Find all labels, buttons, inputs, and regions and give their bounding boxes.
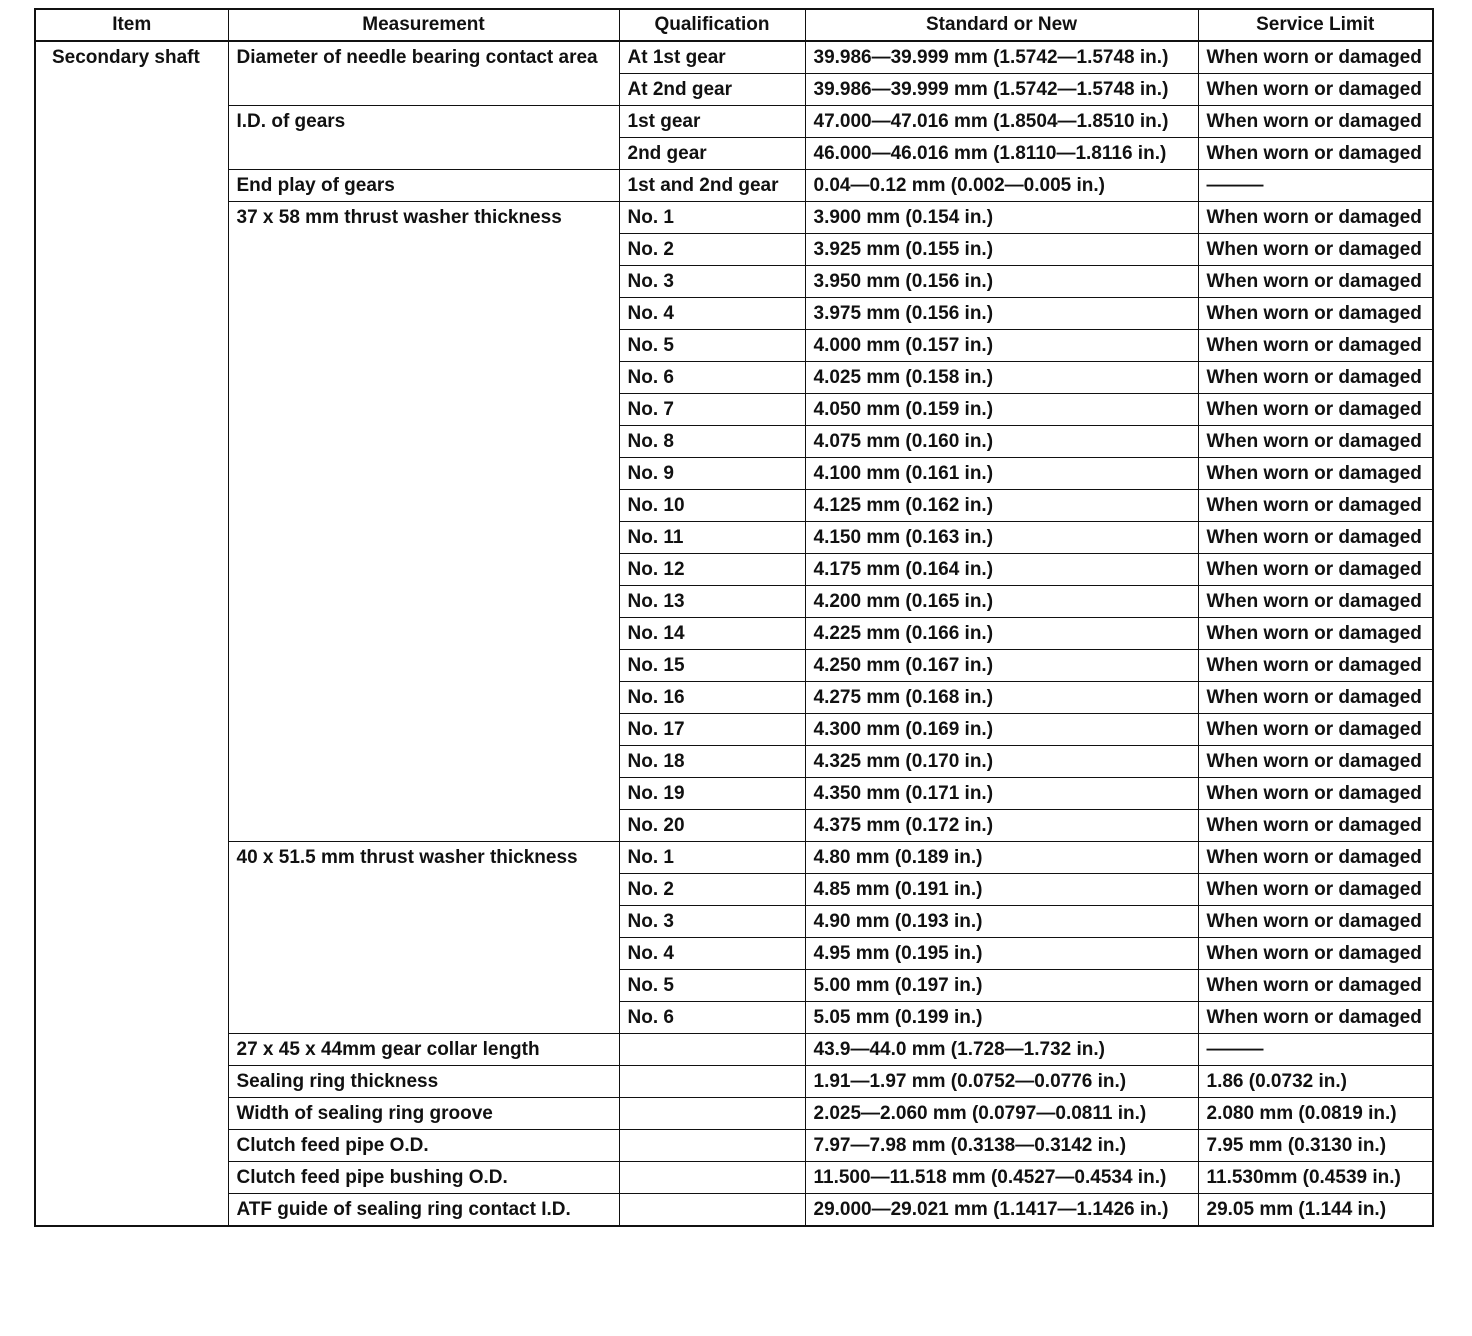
service-limit-cell: When worn or damaged: [1198, 202, 1433, 234]
standard-cell: 4.225 mm (0.166 in.): [805, 618, 1198, 650]
qualification-cell: No. 16: [619, 682, 805, 714]
qualification-cell: No. 12: [619, 554, 805, 586]
standard-cell: 5.00 mm (0.197 in.): [805, 970, 1198, 1002]
standard-cell: 1.91—1.97 mm (0.0752—0.0776 in.): [805, 1066, 1198, 1098]
qualification-cell: At 2nd gear: [619, 74, 805, 106]
standard-cell: 4.075 mm (0.160 in.): [805, 426, 1198, 458]
standard-cell: 4.025 mm (0.158 in.): [805, 362, 1198, 394]
service-limit-cell: When worn or damaged: [1198, 1002, 1433, 1034]
service-limit-cell: When worn or damaged: [1198, 266, 1433, 298]
service-limit-cell: When worn or damaged: [1198, 298, 1433, 330]
standard-cell: 4.275 mm (0.168 in.): [805, 682, 1198, 714]
standard-cell: 5.05 mm (0.199 in.): [805, 1002, 1198, 1034]
standard-cell: 3.975 mm (0.156 in.): [805, 298, 1198, 330]
standard-cell: 4.325 mm (0.170 in.): [805, 746, 1198, 778]
measurement-cell: Width of sealing ring groove: [228, 1098, 619, 1130]
standard-cell: 39.986—39.999 mm (1.5742—1.5748 in.): [805, 41, 1198, 74]
standard-cell: 4.150 mm (0.163 in.): [805, 522, 1198, 554]
service-limit-cell: When worn or damaged: [1198, 41, 1433, 74]
service-limit-cell: When worn or damaged: [1198, 490, 1433, 522]
service-limit-cell: 11.530mm (0.4539 in.): [1198, 1162, 1433, 1194]
service-limit-cell: When worn or damaged: [1198, 650, 1433, 682]
service-limit-cell: When worn or damaged: [1198, 330, 1433, 362]
header-row: [35, 9, 1433, 41]
qualification-cell: No. 1: [619, 842, 805, 874]
qualification-cell: No. 3: [619, 266, 805, 298]
service-limit-cell: When worn or damaged: [1198, 234, 1433, 266]
standard-cell: 4.375 mm (0.172 in.): [805, 810, 1198, 842]
measurement-cell: Sealing ring thickness: [228, 1066, 619, 1098]
qualification-cell: No. 8: [619, 426, 805, 458]
service-limit-cell: When worn or damaged: [1198, 362, 1433, 394]
measurement-cell: I.D. of gears: [228, 106, 619, 170]
header-qualification: Qualification: [619, 9, 805, 41]
service-limit-cell: ———: [1198, 1034, 1433, 1066]
qualification-cell: [619, 1162, 805, 1194]
measurement-cell: Clutch feed pipe bushing O.D.: [228, 1162, 619, 1194]
standard-cell: 3.950 mm (0.156 in.): [805, 266, 1198, 298]
service-limit-cell: When worn or damaged: [1198, 74, 1433, 106]
header-service-limit: Service Limit: [1198, 9, 1433, 41]
standard-cell: 43.9—44.0 mm (1.728—1.732 in.): [805, 1034, 1198, 1066]
table-row: [35, 842, 1433, 874]
standard-cell: 39.986—39.999 mm (1.5742—1.5748 in.): [805, 74, 1198, 106]
service-limit-cell: When worn or damaged: [1198, 426, 1433, 458]
service-limit-cell: When worn or damaged: [1198, 458, 1433, 490]
table-row: [35, 1098, 1433, 1130]
service-limit-cell: When worn or damaged: [1198, 746, 1433, 778]
standard-cell: 4.000 mm (0.157 in.): [805, 330, 1198, 362]
standard-cell: 4.350 mm (0.171 in.): [805, 778, 1198, 810]
standard-cell: 7.97—7.98 mm (0.3138—0.3142 in.): [805, 1130, 1198, 1162]
service-limit-cell: 7.95 mm (0.3130 in.): [1198, 1130, 1433, 1162]
standard-cell: 4.250 mm (0.167 in.): [805, 650, 1198, 682]
standard-cell: 4.100 mm (0.161 in.): [805, 458, 1198, 490]
table-row: [35, 202, 1433, 234]
service-limit-cell: When worn or damaged: [1198, 106, 1433, 138]
service-limit-cell: When worn or damaged: [1198, 906, 1433, 938]
measurement-cell: Clutch feed pipe O.D.: [228, 1130, 619, 1162]
qualification-cell: No. 4: [619, 298, 805, 330]
header-standard: Standard or New: [805, 9, 1198, 41]
standard-cell: 4.200 mm (0.165 in.): [805, 586, 1198, 618]
qualification-cell: No. 17: [619, 714, 805, 746]
qualification-cell: No. 1: [619, 202, 805, 234]
qualification-cell: No. 13: [619, 586, 805, 618]
service-limit-cell: When worn or damaged: [1198, 522, 1433, 554]
qualification-cell: [619, 1098, 805, 1130]
standard-cell: 4.85 mm (0.191 in.): [805, 874, 1198, 906]
qualification-cell: No. 7: [619, 394, 805, 426]
qualification-cell: No. 19: [619, 778, 805, 810]
service-limit-cell: When worn or damaged: [1198, 394, 1433, 426]
service-limit-cell: When worn or damaged: [1198, 554, 1433, 586]
qualification-cell: No. 15: [619, 650, 805, 682]
service-limit-cell: When worn or damaged: [1198, 874, 1433, 906]
qualification-cell: [619, 1066, 805, 1098]
table-row: [35, 1194, 1433, 1227]
qualification-cell: No. 18: [619, 746, 805, 778]
standard-cell: 47.000—47.016 mm (1.8504—1.8510 in.): [805, 106, 1198, 138]
qualification-cell: No. 6: [619, 1002, 805, 1034]
qualification-cell: No. 20: [619, 810, 805, 842]
standard-cell: 4.175 mm (0.164 in.): [805, 554, 1198, 586]
standard-cell: 4.80 mm (0.189 in.): [805, 842, 1198, 874]
qualification-cell: [619, 1130, 805, 1162]
table-row: [35, 1130, 1433, 1162]
standard-cell: 29.000—29.021 mm (1.1417—1.1426 in.): [805, 1194, 1198, 1227]
service-limit-cell: When worn or damaged: [1198, 586, 1433, 618]
service-limit-cell: When worn or damaged: [1198, 810, 1433, 842]
service-limit-cell: When worn or damaged: [1198, 778, 1433, 810]
service-limit-cell: 29.05 mm (1.144 in.): [1198, 1194, 1433, 1227]
measurement-cell: 37 x 58 mm thrust washer thickness: [228, 202, 619, 842]
measurement-cell: Diameter of needle bearing contact area: [228, 41, 619, 106]
qualification-cell: No. 10: [619, 490, 805, 522]
standard-cell: 2.025—2.060 mm (0.0797—0.0811 in.): [805, 1098, 1198, 1130]
qualification-cell: At 1st gear: [619, 41, 805, 74]
standard-cell: 4.90 mm (0.193 in.): [805, 906, 1198, 938]
table-row: [35, 1034, 1433, 1066]
qualification-cell: No. 2: [619, 234, 805, 266]
service-limit-cell: 1.86 (0.0732 in.): [1198, 1066, 1433, 1098]
qualification-cell: No. 14: [619, 618, 805, 650]
qualification-cell: No. 3: [619, 906, 805, 938]
standard-cell: 3.900 mm (0.154 in.): [805, 202, 1198, 234]
standard-cell: 46.000—46.016 mm (1.8110—1.8116 in.): [805, 138, 1198, 170]
qualification-cell: [619, 1034, 805, 1066]
standard-cell: 4.300 mm (0.169 in.): [805, 714, 1198, 746]
qualification-cell: No. 11: [619, 522, 805, 554]
service-limit-cell: When worn or damaged: [1198, 842, 1433, 874]
qualification-cell: No. 2: [619, 874, 805, 906]
standard-cell: 4.050 mm (0.159 in.): [805, 394, 1198, 426]
standard-cell: 4.95 mm (0.195 in.): [805, 938, 1198, 970]
qualification-cell: No. 5: [619, 330, 805, 362]
measurement-cell: End play of gears: [228, 170, 619, 202]
service-limit-cell: When worn or damaged: [1198, 682, 1433, 714]
qualification-cell: 2nd gear: [619, 138, 805, 170]
qualification-cell: No. 4: [619, 938, 805, 970]
service-limit-cell: ———: [1198, 170, 1433, 202]
table-row: [35, 1066, 1433, 1098]
service-limit-cell: When worn or damaged: [1198, 714, 1433, 746]
spec-table: [34, 8, 1434, 1227]
qualification-cell: 1st gear: [619, 106, 805, 138]
standard-cell: 3.925 mm (0.155 in.): [805, 234, 1198, 266]
service-limit-cell: When worn or damaged: [1198, 970, 1433, 1002]
standard-cell: 4.125 mm (0.162 in.): [805, 490, 1198, 522]
qualification-cell: [619, 1194, 805, 1227]
measurement-cell: 40 x 51.5 mm thrust washer thickness: [228, 842, 619, 1034]
service-limit-cell: When worn or damaged: [1198, 938, 1433, 970]
table-row: [35, 1162, 1433, 1194]
qualification-cell: No. 9: [619, 458, 805, 490]
qualification-cell: No. 5: [619, 970, 805, 1002]
standard-cell: 11.500—11.518 mm (0.4527—0.4534 in.): [805, 1162, 1198, 1194]
header-item: Item: [35, 9, 228, 41]
qualification-cell: No. 6: [619, 362, 805, 394]
measurement-cell: ATF guide of sealing ring contact I.D.: [228, 1194, 619, 1227]
qualification-cell: 1st and 2nd gear: [619, 170, 805, 202]
service-limit-cell: When worn or damaged: [1198, 618, 1433, 650]
header-measurement: Measurement: [228, 9, 619, 41]
measurement-cell: 27 x 45 x 44mm gear collar length: [228, 1034, 619, 1066]
service-limit-cell: 2.080 mm (0.0819 in.): [1198, 1098, 1433, 1130]
item-cell: Secondary shaft: [35, 41, 228, 1226]
table-row: [35, 170, 1433, 202]
service-limit-cell: When worn or damaged: [1198, 138, 1433, 170]
standard-cell: 0.04—0.12 mm (0.002—0.005 in.): [805, 170, 1198, 202]
